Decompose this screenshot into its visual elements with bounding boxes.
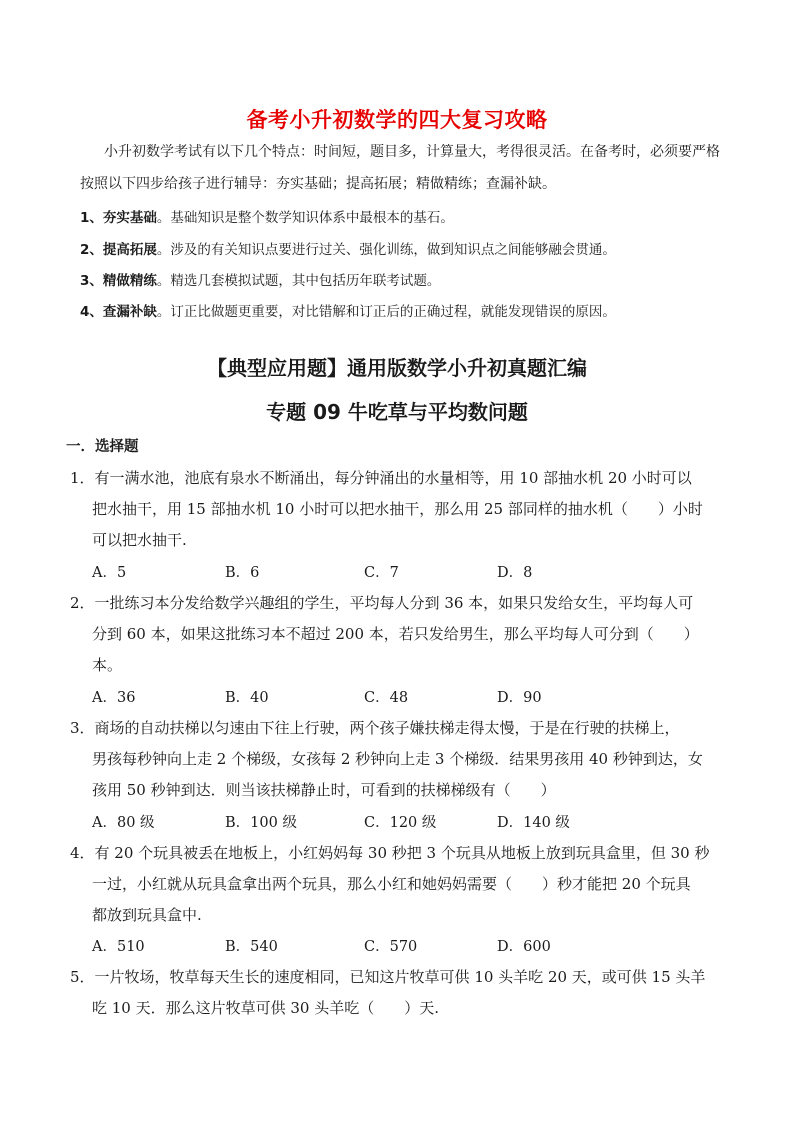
intro-line-1: 小升初数学考试有以下几个特点：时间短，题目多，计算量大，考得很灵活。在备考时，必须要严格 — [104, 144, 720, 160]
question-2-option-a[interactable]: A．36 — [92, 690, 136, 706]
question-3-option-d[interactable]: D．140 级 — [497, 815, 570, 831]
tip-2 — [80, 238, 616, 258]
question-4-option-b[interactable]: B．540 — [225, 939, 278, 955]
sub-title: 专题 09 牛吃草与平均数问题 — [266, 400, 528, 424]
question-4-option-d[interactable]: D．600 — [497, 939, 551, 955]
tip-text: 。订正比做题更重要，对比错解和订正后的正确过程，就能发现错误的原因。 — [156, 304, 616, 320]
promo-title: 备考小升初数学的四大复习攻略 — [246, 108, 548, 132]
question-2-option-b[interactable]: B．40 — [225, 690, 269, 706]
question-1-option-c[interactable]: C．7 — [364, 565, 399, 581]
question-3-line-1: 3．商场的自动扶梯以匀速由下往上行驶，两个孩子嫌扶梯走得太慢，于是在行驶的扶梯上， — [70, 719, 680, 737]
question-3-option-c[interactable]: C．120 级 — [364, 815, 437, 831]
tip-label: 2、提高拓展 — [80, 242, 157, 258]
question-4-line-3: 都放到玩具盒中. — [92, 906, 202, 924]
question-1-line-1: 1．有一满水池，池底有泉水不断涌出，每分钟涌出的水量相等，用 10 部抽水机 20 小时可以 — [70, 469, 692, 487]
tip-1 — [80, 206, 454, 226]
question-4-line-1: 4．有 20 个玩具被丢在地板上，小红妈妈每 30 秒把 3 个玩具从地板上放到玩具盒里，但 30 秒 — [70, 844, 710, 862]
question-4-option-c[interactable]: C．570 — [364, 939, 418, 955]
tip-text: 。基础知识是整个数学知识体系中最根本的基石。 — [156, 210, 454, 226]
question-5-line-1: 5．一片牧场，牧草每天生长的速度相同，已知这片牧草可供 10 头羊吃 20 天，或可供 15 头羊 — [70, 968, 706, 986]
question-1-line-3: 可以把水抽干. — [92, 531, 187, 549]
question-2-line-3: 本。 — [92, 656, 123, 674]
question-1-line-2: 把水抽干，用 15 部抽水机 10 小时可以把水抽干，那么用 25 部同样的抽水机（ ）小时 — [92, 500, 703, 518]
question-2-option-d[interactable]: D．90 — [497, 690, 542, 706]
question-3-line-3: 孩用 50 秒钟到达．则当该扶梯静止时，可看到的扶梯梯级有（ ） — [92, 781, 556, 799]
question-2-line-2: 分到 60 本，如果这批练习本不超过 200 本，若只发给男生，那么平均每人可分到（ ） — [92, 625, 699, 643]
question-1-option-a[interactable]: A．5 — [92, 565, 127, 581]
question-4-line-2: 一过，小红就从玩具盒拿出两个玩具，那么小红和她妈妈需要（ ）秒才能把 20 个玩具 — [92, 875, 691, 893]
question-2-line-1: 2．一批练习本分发给数学兴趣组的学生，平均每人分到 36 本，如果只发给女生，平均每人可 — [70, 594, 694, 612]
question-4-option-a[interactable]: A．510 — [92, 939, 145, 955]
tip-text: 。精选几套模拟试题，其中包括历年联考试题。 — [156, 273, 441, 289]
tip-text: 。涉及的有关知识点要进行过关、强化训练，做到知识点之间能够融会贯通。 — [156, 242, 616, 258]
question-5-line-2: 吃 10 天．那么这片牧草可供 30 头羊吃（ ）天. — [92, 999, 440, 1017]
question-2-option-c[interactable]: C．48 — [364, 690, 409, 706]
tip-label: 1、夯实基础 — [80, 210, 157, 226]
tip-4 — [80, 300, 616, 320]
question-3-line-2: 男孩每秒钟向上走 2 个梯级，女孩每 2 秒钟向上走 3 个梯级．结果男孩用 40 秒钟到达，女 — [92, 750, 703, 768]
question-3-option-a[interactable]: A．80 级 — [92, 815, 155, 831]
main-title: 【典型应用题】通用版数学小升初真题汇编 — [207, 356, 587, 380]
section-label: 一．选择题 — [66, 439, 139, 455]
tip-label: 3、精做精练 — [80, 273, 157, 289]
question-1-option-d[interactable]: D．8 — [497, 565, 533, 581]
intro-line-2: 按照以下四步给孩子进行辅导：夯实基础；提高拓展；精做精练；查漏补缺。 — [80, 176, 556, 192]
question-3-option-b[interactable]: B．100 级 — [225, 815, 297, 831]
question-1-option-b[interactable]: B．6 — [225, 565, 260, 581]
tip-3 — [80, 269, 440, 289]
tip-label: 4、查漏补缺 — [80, 304, 157, 320]
